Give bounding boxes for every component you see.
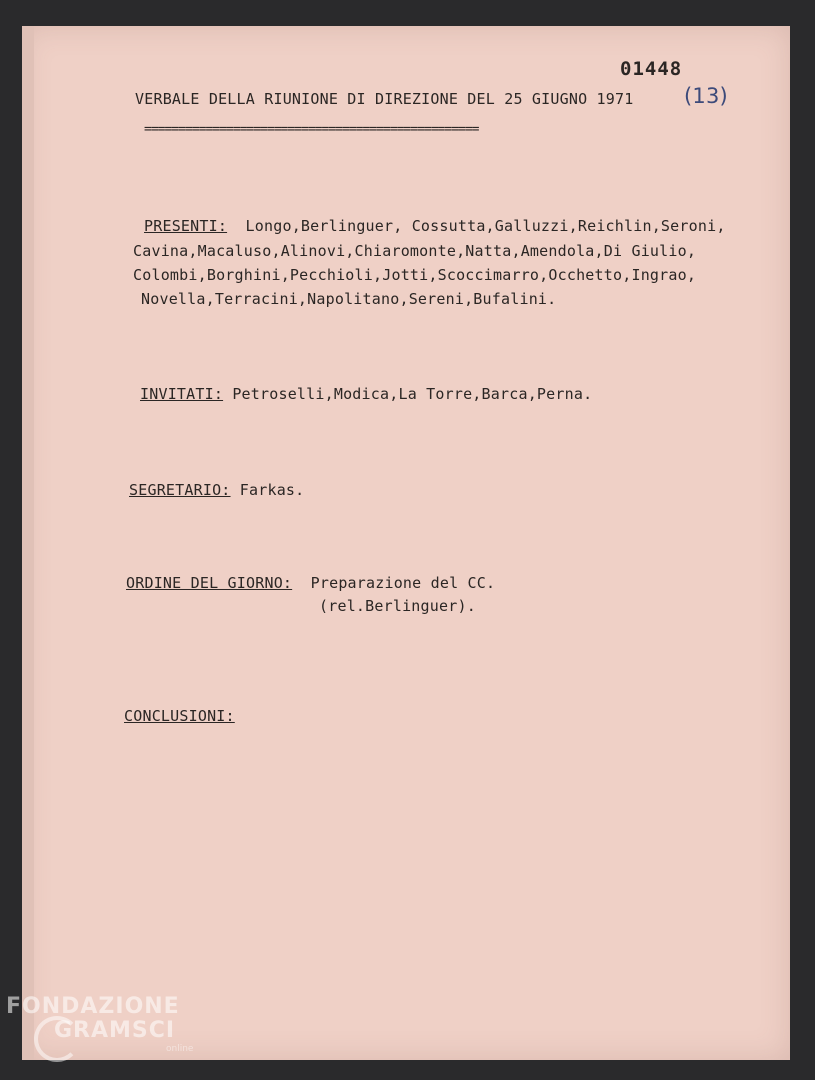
ordine-del-giorno-line <box>126 574 495 592</box>
document-title: VERBALE DELLA RIUNIONE DI DIREZIONE DEL 25 GIUGNO 1971 <box>135 90 634 108</box>
watermark-line-1: FONDAZIONE <box>6 994 180 1019</box>
segretario-line <box>129 481 304 499</box>
ordine-del-giorno-item: Preparazione del CC. <box>310 574 496 592</box>
conclusioni-line <box>124 707 235 725</box>
ordine-del-giorno-label: ORDINE DEL GIORNO: <box>126 574 293 592</box>
document-page <box>22 26 790 1060</box>
watermark-line-3: online <box>166 1044 194 1054</box>
presenti-names-1: Longo,Berlinguer, Cossutta,Galluzzi,Reichlin,Seroni, <box>245 217 726 235</box>
ordine-del-giorno-rapporteur: (rel.Berlinguer). <box>319 597 476 615</box>
presenti-line-1 <box>144 217 726 235</box>
presenti-names-2: Cavina,Macaluso,Alinovi,Chiaromonte,Natta,Amendola,Di Giulio, <box>133 242 697 260</box>
invitati-label: INVITATI: <box>140 385 224 403</box>
fondazione-gramsci-watermark-logo <box>6 990 206 1070</box>
document-number: 01448 <box>620 58 683 80</box>
page-edge <box>22 26 34 1060</box>
segretario-name: Farkas. <box>239 481 305 499</box>
title-underline-rule: ================================================= <box>144 122 479 137</box>
invitati-names: Petroselli,Modica,La Torre,Barca,Perna. <box>232 385 593 403</box>
handwritten-page-note: (13) <box>684 84 728 108</box>
invitati-line <box>140 385 592 403</box>
watermark-line-2: GRAMSCI <box>54 1018 176 1043</box>
presenti-label: PRESENTI: <box>144 217 228 235</box>
presenti-names-3: Colombi,Borghini,Pecchioli,Jotti,Scoccimarro,Occhetto,Ingrao, <box>133 266 697 284</box>
conclusioni-label: CONCLUSIONI: <box>124 707 235 725</box>
presenti-names-4: Novella,Terracini,Napolitano,Sereni,Bufalini. <box>141 290 557 308</box>
segretario-label: SEGRETARIO: <box>129 481 231 499</box>
